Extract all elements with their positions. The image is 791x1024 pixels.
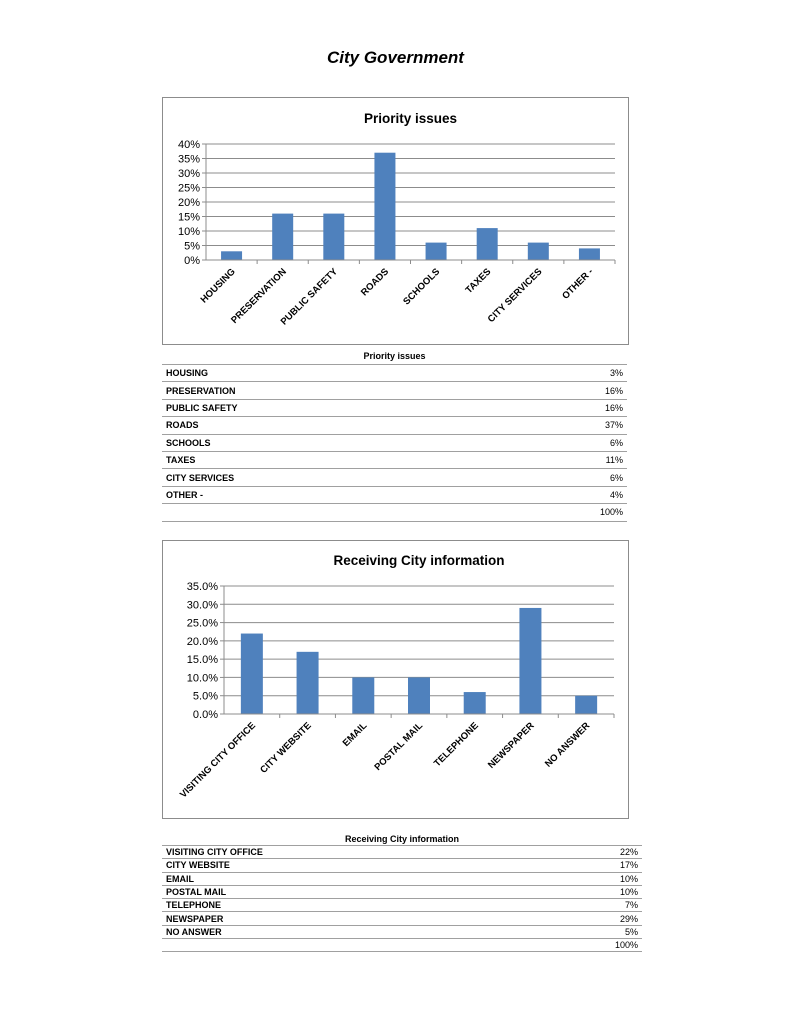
y-tick-label: 10.0% [186, 672, 218, 685]
x-category-label: PUBLIC SAFETY [278, 266, 340, 328]
x-category-label: ROADS [359, 266, 392, 299]
y-tick-label: 20% [177, 197, 200, 209]
y-tick-label: 30% [177, 168, 200, 180]
bar [575, 696, 597, 714]
bar [426, 243, 447, 260]
row-label: ROADS [162, 417, 496, 434]
y-tick-label: 5% [184, 240, 200, 253]
table-row [162, 912, 642, 925]
x-category-label: VISITING CITY OFFICE [177, 720, 258, 801]
bar [374, 153, 395, 260]
table-row [162, 899, 642, 912]
row-label: OTHER - [162, 486, 496, 503]
priority-issues-table [162, 347, 627, 522]
bar [221, 251, 242, 260]
bar [528, 243, 549, 260]
y-tick-label: 40% [177, 139, 200, 151]
table-row [162, 486, 627, 503]
y-tick-label: 0% [184, 255, 200, 267]
row-value: 22% [532, 846, 642, 859]
table-title: Receiving City information [162, 832, 642, 846]
table-row [162, 399, 627, 416]
x-category-label: CITY SERVICES [485, 266, 545, 326]
row-label: NO ANSWER [162, 925, 532, 938]
y-tick-label: 10% [177, 226, 200, 238]
bar [464, 692, 486, 714]
x-category-label: TELEPHONE [432, 720, 481, 770]
y-tick-label: 35.0% [186, 581, 218, 593]
receiving-city-information-chart-svg [163, 541, 630, 820]
row-value: 6% [496, 469, 627, 486]
bar [323, 214, 344, 260]
x-category-label: EMAIL [340, 720, 370, 750]
row-label: PUBLIC SAFETY [162, 399, 496, 416]
table-row [162, 872, 642, 885]
table-row [162, 382, 627, 399]
table-row [162, 417, 627, 434]
y-tick-label: 25.0% [186, 617, 218, 630]
bar [241, 634, 263, 714]
x-category-label: SCHOOLS [401, 266, 443, 308]
row-label: NEWSPAPER [162, 912, 532, 925]
bar [519, 608, 541, 714]
table-total-row [162, 504, 627, 521]
y-tick-label: 20.0% [186, 635, 218, 648]
table-row [162, 859, 642, 872]
table-total-row [162, 939, 642, 952]
table-row [162, 365, 627, 382]
y-tick-label: 15% [177, 211, 200, 224]
table-total: 100% [532, 939, 642, 952]
table-row [162, 885, 642, 898]
row-label: CITY WEBSITE [162, 859, 532, 872]
x-category-label: HOUSING [198, 266, 238, 306]
row-value: 3% [496, 365, 627, 382]
y-tick-label: 25% [177, 182, 200, 195]
row-label: TELEPHONE [162, 899, 532, 912]
priority-issues-chart [162, 97, 629, 345]
bar [477, 228, 498, 260]
table-row [162, 434, 627, 451]
y-tick-label: 35% [177, 153, 200, 166]
table-row [162, 451, 627, 468]
row-label: HOUSING [162, 365, 496, 382]
row-value: 7% [532, 899, 642, 912]
chart-title: Priority issues [363, 111, 458, 126]
chart-title: Receiving City information [333, 553, 505, 568]
y-tick-label: 15.0% [186, 654, 218, 667]
x-category-label: PRESERVATION [229, 266, 289, 327]
row-value: 17% [532, 859, 642, 872]
y-tick-label: 0.0% [192, 709, 218, 721]
y-tick-label: 5.0% [192, 690, 218, 703]
x-category-label: POSTAL MAIL [372, 720, 426, 774]
row-label: SCHOOLS [162, 434, 496, 451]
row-value: 4% [496, 486, 627, 503]
priority-issues-chart-svg [163, 98, 630, 346]
row-value: 37% [496, 417, 627, 434]
row-value: 16% [496, 399, 627, 416]
x-category-label: TAXES [463, 266, 494, 297]
bar [352, 677, 374, 714]
x-category-label: CITY WEBSITE [258, 720, 314, 776]
bar [579, 248, 600, 260]
row-label: TAXES [162, 451, 496, 468]
row-value: 10% [532, 872, 642, 885]
bar [272, 214, 293, 260]
table-row [162, 846, 642, 859]
row-value: 11% [496, 451, 627, 468]
table-row [162, 469, 627, 486]
row-value: 6% [496, 434, 627, 451]
row-label: VISITING CITY OFFICE [162, 846, 532, 859]
row-value: 5% [532, 925, 642, 938]
x-category-label: NO ANSWER [542, 720, 593, 770]
receiving-city-information-chart [162, 540, 629, 819]
table-total: 100% [496, 504, 627, 521]
row-value: 10% [532, 885, 642, 898]
bar [408, 677, 430, 714]
table-row [162, 925, 642, 938]
row-value: 16% [496, 382, 627, 399]
page-title: City Government [327, 48, 464, 67]
row-label: POSTAL MAIL [162, 885, 532, 898]
row-label: PRESERVATION [162, 382, 496, 399]
bar [297, 652, 319, 714]
table-title: Priority issues [162, 347, 627, 365]
row-value: 29% [532, 912, 642, 925]
x-category-label: OTHER - [560, 266, 596, 302]
x-category-label: NEWSPAPER [485, 720, 537, 771]
row-label: CITY SERVICES [162, 469, 496, 486]
receiving-city-information-table [162, 832, 642, 952]
y-tick-label: 30.0% [186, 599, 218, 612]
row-label: EMAIL [162, 872, 532, 885]
